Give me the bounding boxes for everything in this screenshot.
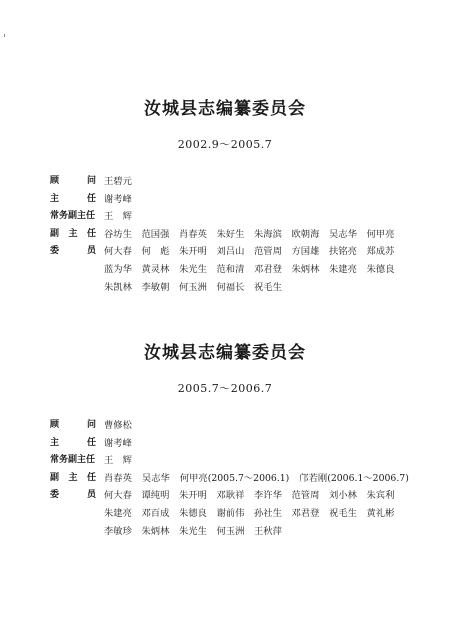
section-title: 汝城县志编纂委员会 [144, 343, 306, 363]
member-name: 方国雄 [291, 246, 320, 258]
member-name: 邓君登 [291, 507, 320, 519]
roster-row [0, 417, 450, 435]
role-char: 问 [86, 420, 96, 430]
member-name: 何甲亮 [366, 228, 395, 240]
role-label [50, 208, 96, 226]
roster-2 [0, 417, 450, 540]
member-name: 邝若刚(2006.1～2006.7) [299, 472, 409, 484]
member-name: 王秋萍 [254, 525, 282, 537]
member-name: 肖春英 [104, 472, 132, 484]
member-name: 何福长 [216, 281, 245, 293]
role-char: 副 [50, 228, 60, 239]
member-names [104, 417, 444, 435]
role-char: 员 [86, 246, 96, 257]
role-char: 主 [68, 228, 78, 239]
roster-row [0, 505, 450, 523]
member-name: 朱开明 [179, 246, 207, 258]
roster-row [0, 279, 450, 297]
role-char: 任 [86, 472, 96, 483]
member-names [104, 523, 444, 541]
member-name: 蓝为华 [104, 263, 132, 275]
member-name: 朱好生 [216, 228, 245, 240]
member-names [104, 173, 444, 191]
member-name: 王 辉 [104, 211, 132, 223]
member-name: 范和清 [216, 263, 245, 275]
member-name: 朱光生 [179, 525, 207, 537]
roster-row [0, 208, 450, 226]
member-name: 朱海滨 [254, 228, 282, 240]
member-name: 李许华 [254, 490, 282, 502]
member-name: 扶铭亮 [329, 246, 357, 258]
roster-row [0, 487, 450, 505]
role-char: 常务副主任 [50, 211, 96, 222]
role-label [50, 435, 96, 453]
member-name: 朱开明 [179, 490, 207, 502]
member-name: 曹修松 [104, 420, 132, 431]
section-dates: 2002.9～2005.7 [177, 138, 273, 151]
role-char: 问 [86, 176, 96, 186]
member-name: 何大春 [104, 490, 132, 502]
role-char: 委 [50, 246, 60, 257]
roster-row [0, 191, 450, 209]
role-char: 顾 [50, 176, 60, 186]
roster-row [0, 470, 450, 488]
member-name: 朱德良 [366, 263, 395, 275]
member-name: 祝毛生 [254, 281, 282, 293]
roster-row [0, 452, 450, 470]
role-char: 委 [50, 490, 60, 501]
role-char: 主 [50, 437, 60, 448]
member-names [104, 505, 444, 523]
member-name: 朱宾利 [366, 490, 395, 502]
member-name: 范管周 [254, 246, 282, 258]
member-name: 肖春英 [179, 228, 207, 240]
member-name: 孙社生 [254, 507, 282, 519]
member-name: 何 彪 [141, 246, 170, 258]
member-names [104, 243, 444, 261]
member-name: 朱炳林 [141, 525, 170, 537]
member-name: 朱德良 [179, 507, 207, 519]
member-names [104, 261, 444, 279]
role-char: 副 [50, 472, 60, 483]
member-name: 谷坊生 [104, 228, 132, 240]
role-char: 主 [50, 193, 60, 204]
member-name: 王 辉 [104, 455, 132, 467]
role-char: 顾 [50, 420, 60, 430]
member-name: 朱建亮 [104, 507, 132, 519]
member-names [104, 279, 444, 297]
member-names [104, 487, 444, 505]
member-name: 范国强 [141, 228, 170, 240]
member-names [104, 226, 444, 244]
roster-row [0, 523, 450, 541]
member-names [104, 191, 444, 209]
role-char: 主 [68, 472, 78, 483]
role-label [50, 417, 96, 435]
role-label [50, 191, 96, 209]
member-name: 谭纯明 [141, 490, 170, 502]
member-names [104, 435, 444, 453]
role-char: 任 [86, 228, 96, 239]
member-name: 吴志华 [141, 472, 170, 484]
section-title: 汝城县志编纂委员会 [144, 99, 306, 119]
member-name: 黄灵林 [141, 263, 170, 275]
member-name: 谢考峰 [104, 437, 132, 449]
member-name: 何大春 [104, 246, 132, 258]
section-dates: 2005.7～2006.7 [177, 382, 273, 395]
member-name: 郑成苏 [366, 246, 395, 258]
member-names [104, 470, 444, 488]
member-name: 朱凯林 [104, 281, 132, 293]
roster-row [0, 243, 450, 261]
member-name: 欧朝海 [291, 228, 320, 240]
member-name: 邓君登 [254, 263, 282, 275]
member-name: 吴志华 [329, 228, 357, 240]
member-name: 范管周 [291, 490, 320, 502]
roster-row [0, 435, 450, 453]
roster-row [0, 261, 450, 279]
member-name: 何玉洲 [179, 281, 207, 293]
role-label [50, 452, 96, 470]
member-names [104, 452, 444, 470]
role-label [50, 487, 96, 505]
role-label [50, 243, 96, 261]
member-name: 黄礼彬 [366, 507, 395, 519]
member-name: 邓百成 [141, 507, 170, 519]
role-label [50, 470, 96, 488]
member-name: 朱光生 [179, 263, 207, 275]
role-label [50, 173, 96, 191]
member-name: 刘吕山 [216, 246, 245, 258]
member-name: 刘小林 [329, 490, 357, 502]
role-label [50, 226, 96, 244]
roster-1 [0, 173, 450, 296]
roster-row [0, 226, 450, 244]
member-name: 邓耿祥 [216, 490, 245, 502]
member-name: 祝毛生 [329, 507, 357, 519]
member-name: 何玉洲 [216, 525, 245, 537]
role-char: 任 [86, 193, 96, 204]
member-name: 谢前伟 [216, 507, 245, 519]
member-name: 朱炳林 [291, 263, 320, 275]
scan-mark [4, 34, 5, 37]
roster-row [0, 173, 450, 191]
member-name: 朱建亮 [329, 263, 357, 275]
role-char: 常务副主任 [50, 455, 96, 466]
member-name: 谢考峰 [104, 193, 132, 205]
member-name: 何甲亮(2005.7～2006.1) [179, 472, 290, 484]
member-name: 李敏朝 [141, 281, 170, 293]
role-char: 任 [86, 437, 96, 448]
member-name: 李敏珍 [104, 525, 132, 537]
member-names [104, 208, 444, 226]
role-char: 员 [86, 490, 96, 501]
member-name: 王碧元 [104, 176, 132, 187]
